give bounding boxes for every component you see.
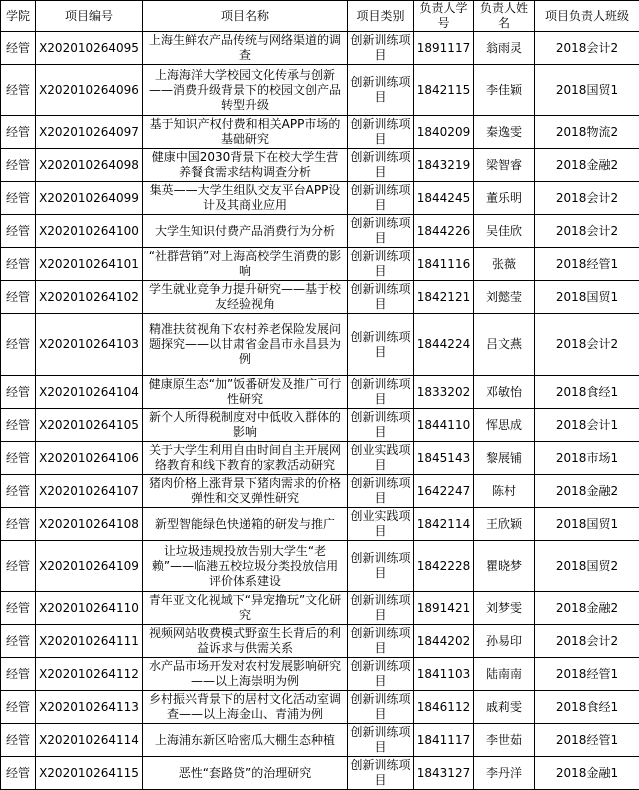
table-row bbox=[1, 691, 639, 724]
table-row bbox=[1, 314, 639, 376]
cell-project-type: 创新训练项目 bbox=[348, 724, 414, 757]
cell-project-name: 集英——大学生组队交友平台APP设计及其商业应用 bbox=[143, 182, 348, 215]
cell-leader-name: 董乐明 bbox=[474, 182, 535, 215]
cell-college: 经管 bbox=[1, 65, 36, 116]
cell-student-id: 1844110 bbox=[414, 409, 474, 442]
cell-leader-class: 2018会计2 bbox=[535, 625, 639, 658]
cell-project-type: 创新训练项目 bbox=[348, 541, 414, 592]
cell-college: 经管 bbox=[1, 658, 36, 691]
cell-leader-name: 吕文燕 bbox=[474, 314, 535, 376]
cell-college: 经管 bbox=[1, 281, 36, 314]
cell-project-type: 创新训练项目 bbox=[348, 65, 414, 116]
cell-project-code: X202010264115 bbox=[36, 757, 143, 790]
cell-college: 经管 bbox=[1, 376, 36, 409]
table-row bbox=[1, 281, 639, 314]
cell-project-type: 创新训练项目 bbox=[348, 376, 414, 409]
cell-student-id: 1844245 bbox=[414, 182, 474, 215]
cell-project-name: 新个人所得税制度对中低收入群体的影响 bbox=[143, 409, 348, 442]
cell-project-name: 让垃圾违规投放告别大学生“老赖”——临港五校垃圾分类投放信用评价体系建设 bbox=[143, 541, 348, 592]
cell-college: 经管 bbox=[1, 32, 36, 65]
header-college: 学院 bbox=[1, 1, 36, 32]
cell-project-code: X202010264105 bbox=[36, 409, 143, 442]
cell-leader-name: 李世茹 bbox=[474, 724, 535, 757]
cell-project-type: 创业实践项目 bbox=[348, 442, 414, 475]
cell-college: 经管 bbox=[1, 724, 36, 757]
table-row bbox=[1, 442, 639, 475]
cell-project-code: X202010264098 bbox=[36, 149, 143, 182]
cell-leader-class: 2018物流2 bbox=[535, 116, 639, 149]
cell-college: 经管 bbox=[1, 116, 36, 149]
cell-leader-name: 邓敏怡 bbox=[474, 376, 535, 409]
cell-project-type: 创新训练项目 bbox=[348, 281, 414, 314]
cell-project-code: X202010264101 bbox=[36, 248, 143, 281]
table-row bbox=[1, 376, 639, 409]
header-name: 项目名称 bbox=[143, 1, 348, 32]
cell-project-name: 乡村振兴背景下的居村文化活动室调查——以上海金山、青浦为例 bbox=[143, 691, 348, 724]
cell-project-code: X202010264099 bbox=[36, 182, 143, 215]
cell-project-code: X202010264108 bbox=[36, 508, 143, 541]
cell-leader-name: 黎展铺 bbox=[474, 442, 535, 475]
cell-college: 经管 bbox=[1, 475, 36, 508]
cell-project-type: 创业实践项目 bbox=[348, 508, 414, 541]
cell-college: 经管 bbox=[1, 182, 36, 215]
cell-project-code: X202010264095 bbox=[36, 32, 143, 65]
cell-leader-name: 刘懿莹 bbox=[474, 281, 535, 314]
cell-leader-name: 刘梦雯 bbox=[474, 592, 535, 625]
cell-leader-class: 2018国贸1 bbox=[535, 65, 639, 116]
table-row bbox=[1, 658, 639, 691]
cell-project-name: 学生就业竞争力提升研究——基于校友经验视角 bbox=[143, 281, 348, 314]
table-row bbox=[1, 215, 639, 248]
cell-college: 经管 bbox=[1, 592, 36, 625]
cell-leader-class: 2018金融1 bbox=[535, 757, 639, 790]
cell-leader-class: 2018会计2 bbox=[535, 32, 639, 65]
cell-project-name: 上海浦东新区哈密瓜大棚生态种植 bbox=[143, 724, 348, 757]
cell-project-type: 创新训练项目 bbox=[348, 658, 414, 691]
cell-project-code: X202010264103 bbox=[36, 314, 143, 376]
cell-student-id: 1846112 bbox=[414, 691, 474, 724]
cell-college: 经管 bbox=[1, 541, 36, 592]
cell-project-name: “社群营销”对上海高校学生消费的影响 bbox=[143, 248, 348, 281]
cell-leader-class: 2018会计2 bbox=[535, 182, 639, 215]
cell-leader-name: 吴佳欣 bbox=[474, 215, 535, 248]
cell-leader-name: 恽思成 bbox=[474, 409, 535, 442]
cell-student-id: 1840209 bbox=[414, 116, 474, 149]
cell-project-type: 创新训练项目 bbox=[348, 116, 414, 149]
cell-project-code: X202010264102 bbox=[36, 281, 143, 314]
cell-leader-name: 梁智睿 bbox=[474, 149, 535, 182]
cell-student-id: 1891117 bbox=[414, 32, 474, 65]
cell-student-id: 1844226 bbox=[414, 215, 474, 248]
cell-project-name: 健康中国2030背景下在校大学生营养餐食需求结构调查分析 bbox=[143, 149, 348, 182]
header-type: 项目类别 bbox=[348, 1, 414, 32]
cell-project-code: X202010264100 bbox=[36, 215, 143, 248]
cell-leader-name: 陆南南 bbox=[474, 658, 535, 691]
header-student-id: 负责人学号 bbox=[414, 1, 474, 32]
cell-student-id: 1844202 bbox=[414, 625, 474, 658]
cell-college: 经管 bbox=[1, 409, 36, 442]
cell-project-type: 创新训练项目 bbox=[348, 475, 414, 508]
cell-leader-class: 2018食经1 bbox=[535, 691, 639, 724]
table-row bbox=[1, 592, 639, 625]
cell-project-type: 创新训练项目 bbox=[348, 314, 414, 376]
cell-college: 经管 bbox=[1, 149, 36, 182]
cell-leader-class: 2018市场1 bbox=[535, 442, 639, 475]
cell-student-id: 1841103 bbox=[414, 658, 474, 691]
cell-student-id: 1842228 bbox=[414, 541, 474, 592]
cell-leader-class: 2018经管1 bbox=[535, 248, 639, 281]
cell-leader-name: 张薇 bbox=[474, 248, 535, 281]
cell-project-name: 恶性“套路贷”的治理研究 bbox=[143, 757, 348, 790]
cell-college: 经管 bbox=[1, 757, 36, 790]
cell-project-name: 上海海洋大学校园文化传承与创新——消费升级背景下的校园文创产品转型升级 bbox=[143, 65, 348, 116]
table-row bbox=[1, 475, 639, 508]
cell-leader-name: 翁雨灵 bbox=[474, 32, 535, 65]
cell-project-name: 精准扶贫视角下农村养老保险发展问题探究——以甘肃省金昌市永昌县为例 bbox=[143, 314, 348, 376]
cell-project-name: 基于知识产权付费和相关APP市场的基础研究 bbox=[143, 116, 348, 149]
cell-project-code: X202010264112 bbox=[36, 658, 143, 691]
cell-college: 经管 bbox=[1, 625, 36, 658]
cell-project-type: 创新训练项目 bbox=[348, 592, 414, 625]
cell-leader-name: 陈村 bbox=[474, 475, 535, 508]
cell-project-type: 创新训练项目 bbox=[348, 757, 414, 790]
cell-student-id: 1844224 bbox=[414, 314, 474, 376]
cell-project-type: 创新训练项目 bbox=[348, 149, 414, 182]
cell-project-code: X202010264106 bbox=[36, 442, 143, 475]
cell-project-type: 创新训练项目 bbox=[348, 691, 414, 724]
cell-project-name: 猪肉价格上涨背景下猪肉需求的价格弹性和交叉弹性研究 bbox=[143, 475, 348, 508]
cell-project-name: 大学生知识付费产品消费行为分析 bbox=[143, 215, 348, 248]
cell-leader-class: 2018国贸2 bbox=[535, 541, 639, 592]
cell-leader-name: 王欣颖 bbox=[474, 508, 535, 541]
cell-leader-class: 2018经管1 bbox=[535, 658, 639, 691]
cell-project-name: 关于大学生利用自由时间自主开展网络教育和线下教育的家教活动研究 bbox=[143, 442, 348, 475]
cell-leader-class: 2018国贸1 bbox=[535, 281, 639, 314]
table-row bbox=[1, 757, 639, 790]
cell-project-code: X202010264107 bbox=[36, 475, 143, 508]
cell-leader-class: 2018经管1 bbox=[535, 724, 639, 757]
table-row bbox=[1, 508, 639, 541]
table-row bbox=[1, 32, 639, 65]
table-row bbox=[1, 625, 639, 658]
cell-project-type: 创新训练项目 bbox=[348, 248, 414, 281]
cell-project-code: X202010264114 bbox=[36, 724, 143, 757]
cell-project-code: X202010264104 bbox=[36, 376, 143, 409]
table-row bbox=[1, 149, 639, 182]
cell-project-code: X202010264109 bbox=[36, 541, 143, 592]
table-row bbox=[1, 724, 639, 757]
cell-student-id: 1845143 bbox=[414, 442, 474, 475]
cell-college: 经管 bbox=[1, 508, 36, 541]
cell-college: 经管 bbox=[1, 215, 36, 248]
cell-leader-name: 戚莉雯 bbox=[474, 691, 535, 724]
cell-project-code: X202010264113 bbox=[36, 691, 143, 724]
cell-leader-name: 李丹洋 bbox=[474, 757, 535, 790]
cell-student-id: 1642247 bbox=[414, 475, 474, 508]
cell-student-id: 1891421 bbox=[414, 592, 474, 625]
cell-college: 经管 bbox=[1, 442, 36, 475]
cell-student-id: 1842115 bbox=[414, 65, 474, 116]
cell-student-id: 1842114 bbox=[414, 508, 474, 541]
table-row bbox=[1, 248, 639, 281]
cell-leader-name: 李佳颖 bbox=[474, 65, 535, 116]
cell-project-type: 创新训练项目 bbox=[348, 215, 414, 248]
cell-student-id: 1843219 bbox=[414, 149, 474, 182]
header-code: 项目编号 bbox=[36, 1, 143, 32]
header-leader: 负责人姓名 bbox=[474, 1, 535, 32]
cell-college: 经管 bbox=[1, 691, 36, 724]
cell-leader-name: 孙易印 bbox=[474, 625, 535, 658]
cell-leader-class: 2018会计1 bbox=[535, 409, 639, 442]
cell-leader-class: 2018国贸1 bbox=[535, 508, 639, 541]
cell-student-id: 1843127 bbox=[414, 757, 474, 790]
cell-leader-name: 秦逸雯 bbox=[474, 116, 535, 149]
cell-leader-class: 2018会计2 bbox=[535, 314, 639, 376]
cell-leader-class: 2018金融2 bbox=[535, 592, 639, 625]
table-row bbox=[1, 116, 639, 149]
cell-project-name: 青年亚文化视域下“异宠撸玩”文化研究 bbox=[143, 592, 348, 625]
cell-leader-class: 2018食经1 bbox=[535, 376, 639, 409]
table-row bbox=[1, 541, 639, 592]
cell-college: 经管 bbox=[1, 314, 36, 376]
cell-project-code: X202010264096 bbox=[36, 65, 143, 116]
cell-student-id: 1841116 bbox=[414, 248, 474, 281]
cell-project-type: 创新训练项目 bbox=[348, 409, 414, 442]
cell-project-code: X202010264111 bbox=[36, 625, 143, 658]
cell-project-code: X202010264110 bbox=[36, 592, 143, 625]
header-class: 项目负责人班级 bbox=[535, 1, 639, 32]
cell-leader-class: 2018金融2 bbox=[535, 149, 639, 182]
cell-project-type: 创新训练项目 bbox=[348, 32, 414, 65]
cell-leader-class: 2018金融2 bbox=[535, 475, 639, 508]
table-row bbox=[1, 65, 639, 116]
cell-project-name: 水产品市场开发对农村发展影响研究——以上海崇明为例 bbox=[143, 658, 348, 691]
cell-project-name: 新型智能绿色快递箱的研发与推广 bbox=[143, 508, 348, 541]
table-row bbox=[1, 182, 639, 215]
cell-project-type: 创新训练项目 bbox=[348, 182, 414, 215]
cell-leader-class: 2018会计2 bbox=[535, 215, 639, 248]
cell-project-name: 上海生鲜农产品传统与网络渠道的调查 bbox=[143, 32, 348, 65]
cell-project-type: 创新训练项目 bbox=[348, 625, 414, 658]
cell-student-id: 1841117 bbox=[414, 724, 474, 757]
header-row bbox=[1, 1, 639, 32]
cell-project-name: 健康原生态“加”饭番研发及推广可行性研究 bbox=[143, 376, 348, 409]
cell-leader-name: 瞿晓梦 bbox=[474, 541, 535, 592]
cell-student-id: 1833202 bbox=[414, 376, 474, 409]
table-row bbox=[1, 409, 639, 442]
cell-project-code: X202010264097 bbox=[36, 116, 143, 149]
cell-college: 经管 bbox=[1, 248, 36, 281]
cell-student-id: 1842121 bbox=[414, 281, 474, 314]
cell-project-name: 视频网站收费模式野蛮生长背后的利益诉求与供需关系 bbox=[143, 625, 348, 658]
